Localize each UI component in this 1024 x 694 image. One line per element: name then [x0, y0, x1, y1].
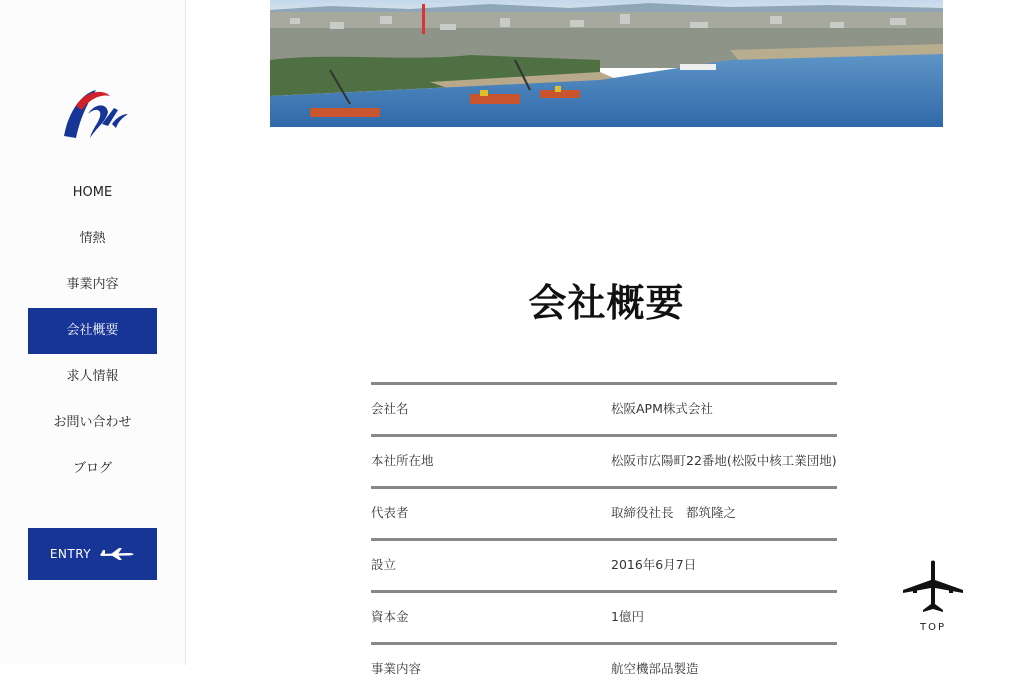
row-key: 本社所在地 — [371, 453, 434, 468]
nav-item-contact[interactable]: お問い合わせ — [53, 415, 132, 430]
row-value: 1億円 — [611, 609, 644, 624]
back-to-top-button[interactable] — [900, 560, 966, 636]
nav-item-company[interactable]: 会社概要 — [28, 308, 157, 354]
row-value: 松阪市広陽町22番地(松阪中核工業団地) — [611, 453, 837, 468]
hero-harbor-photo — [270, 0, 943, 127]
company-logo[interactable] — [58, 84, 130, 146]
row-key: 代表者 — [371, 505, 409, 520]
row-value: 2016年6月7日 — [611, 557, 697, 572]
company-info-table — [371, 382, 837, 694]
table-row — [371, 538, 837, 590]
top-label: TOP — [919, 622, 946, 633]
table-row — [371, 382, 837, 434]
nav-item-blog[interactable]: ブログ — [72, 461, 112, 476]
entry-label: ENTRY — [49, 547, 92, 561]
table-row — [371, 590, 837, 642]
row-key: 会社名 — [371, 401, 409, 416]
row-key: 資本金 — [371, 609, 409, 624]
page-title: 会社概要 — [528, 281, 685, 325]
table-row — [371, 486, 837, 538]
nav-item-home[interactable]: HOME — [72, 185, 113, 200]
table-row — [371, 434, 837, 486]
entry-button[interactable] — [28, 528, 157, 580]
nav-item-recruit[interactable]: 求人情報 — [66, 369, 119, 384]
row-value: 松阪APM株式会社 — [611, 401, 713, 416]
nav-item-business[interactable]: 事業内容 — [66, 277, 119, 292]
nav-item-passion[interactable]: 情熱 — [79, 231, 106, 246]
row-value: 航空機部品製造 — [611, 661, 699, 676]
row-key: 設立 — [371, 557, 397, 572]
airplane-icon — [99, 547, 135, 561]
airplane-icon — [901, 560, 965, 614]
main-nav — [28, 170, 157, 492]
table-row — [371, 642, 837, 694]
sidebar — [0, 0, 186, 665]
row-value: 取締役社長 都筑隆之 — [611, 505, 737, 520]
row-key: 事業内容 — [371, 661, 422, 676]
